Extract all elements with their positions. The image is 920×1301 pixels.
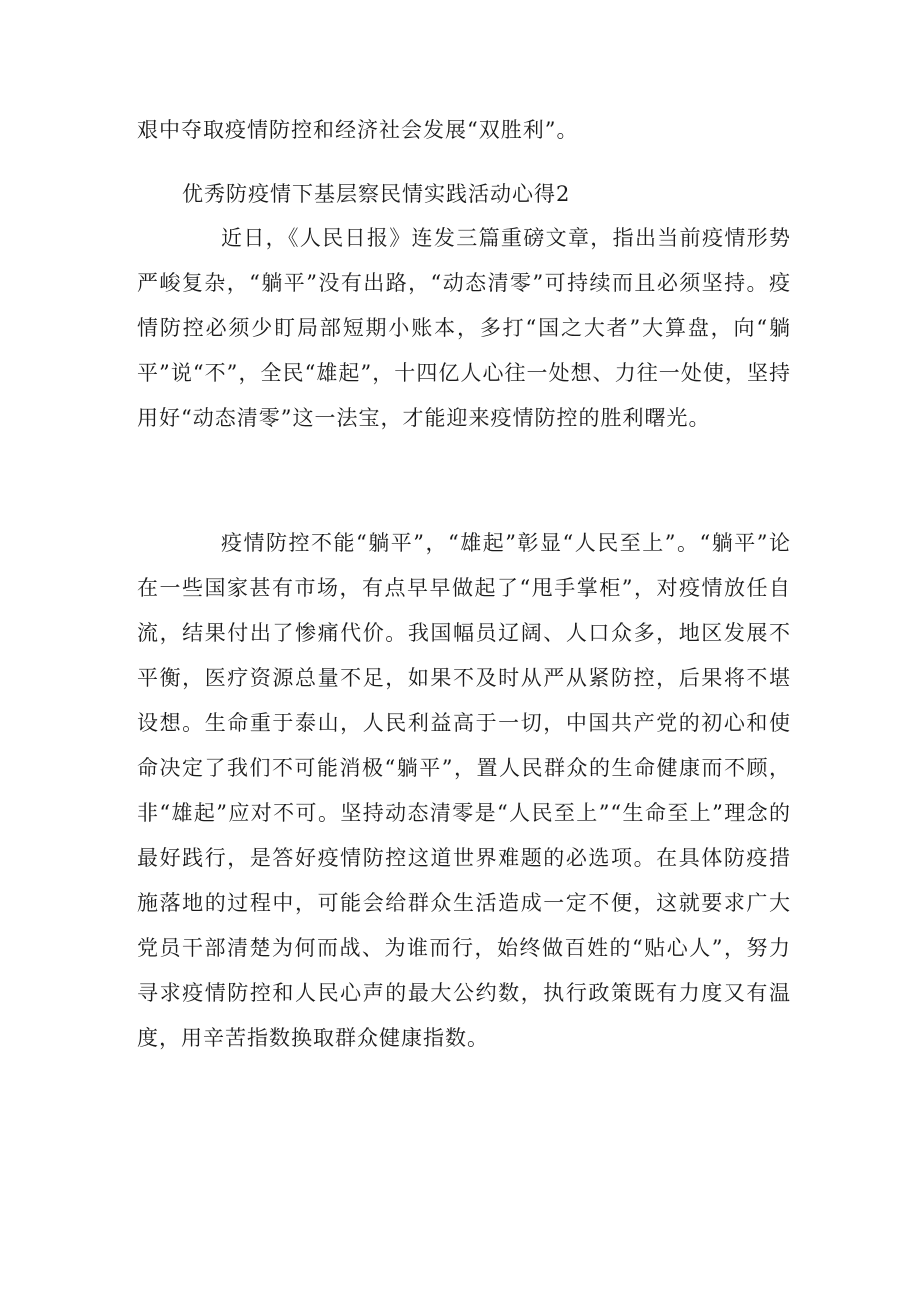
paragraph-2: 疫情防控不能“躺平”，“雄起”彰显“人民至上”。“躺平”论在一些国家甚有市场，有点早早做起了“甩手掌柜”，对疫情放任自流，结果付出了惨痛代价。我国幅员辽阔、人口众多，地区发展不平衡，医疗资源总量不足，如果不及时从严从紧防控，后果将不堪设想。生命重于泰山，人民利益高于一切，中国共产党的初心和使命决定了我们不可能消极“躺平”，置人民群众的生命健康而不顾，非“雄起”应对不可。坚持动态清零是“人民至上”“生命至上”理念的最好践行，是答好疫情防控这道世界难题的必选项。在具体防疫措施落地的过程中，可能会给群众生活造成一定不便，这就要求广大党员干部清楚为何而战、为谁而行，始终做百姓的“贴心人”，努力寻求疫情防控和人民心声的最大公约数，执行政策既有力度又有温度，用辛苦指数换取群众健康指数。 <box>137 531 791 1050</box>
paragraph-1: 近日，《人民日报》连发三篇重磅文章，指出当前疫情形势严峻复杂，“躺平”没有出路，“动态清零”可持续而且必须坚持。疫情防控必须少盯局部短期小账本，多打“国之大者”大算盘，向“躺平”说“不”，全民“雄起”，十四亿人心往一处想、力往一处使，坚持用好“动态清零”这一法宝，才能迎来疫情防控的胜利曙光。 <box>137 226 791 430</box>
carry-over-line: 艰中夺取疫情防控和经济社会发展“双胜利”。 <box>137 118 579 142</box>
section-heading: 优秀防疫情下基层察民情实践活动心得2 <box>182 182 571 206</box>
